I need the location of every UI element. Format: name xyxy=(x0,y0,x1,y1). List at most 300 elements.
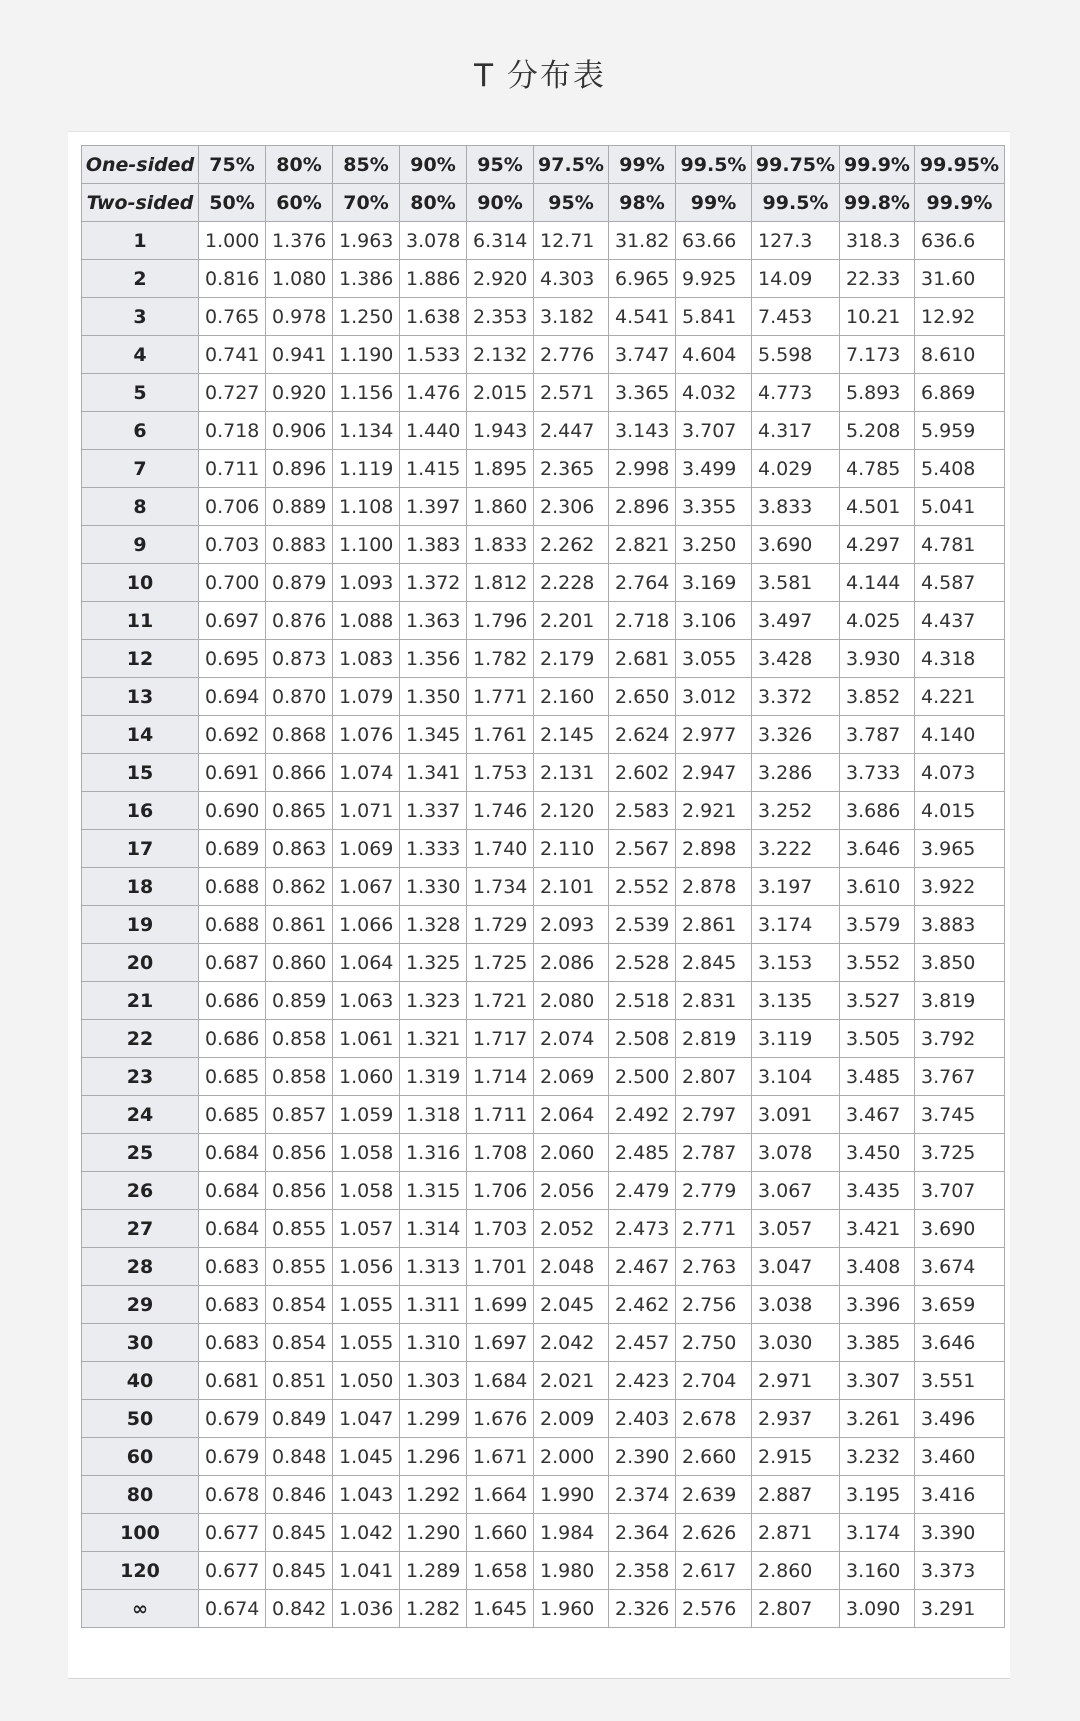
critical-value-cell: 3.883 xyxy=(915,906,1005,944)
critical-value-cell: 3.690 xyxy=(915,1210,1005,1248)
critical-value-cell: 1.060 xyxy=(333,1058,400,1096)
critical-value-cell: 4.604 xyxy=(676,336,752,374)
df-cell: 8 xyxy=(82,488,199,526)
critical-value-cell: 0.689 xyxy=(199,830,266,868)
critical-value-cell: 2.064 xyxy=(534,1096,609,1134)
critical-value-cell: 1.041 xyxy=(333,1552,400,1590)
critical-value-cell: 1.299 xyxy=(400,1400,467,1438)
critical-value-cell: 2.660 xyxy=(676,1438,752,1476)
critical-value-cell: 3.579 xyxy=(840,906,915,944)
critical-value-cell: 3.467 xyxy=(840,1096,915,1134)
table-row xyxy=(82,982,1005,1020)
df-cell: 40 xyxy=(82,1362,199,1400)
df-cell: 29 xyxy=(82,1286,199,1324)
critical-value-cell: 1.337 xyxy=(400,792,467,830)
critical-value-cell: 4.015 xyxy=(915,792,1005,830)
table-row xyxy=(82,374,1005,412)
critical-value-cell: 1.746 xyxy=(467,792,534,830)
table-row xyxy=(82,564,1005,602)
header-percent-cell: 80% xyxy=(266,146,333,184)
critical-value-cell: 2.920 xyxy=(467,260,534,298)
critical-value-cell: 2.374 xyxy=(609,1476,676,1514)
header-percent-cell: 99.75% xyxy=(752,146,840,184)
critical-value-cell: 3.174 xyxy=(840,1514,915,1552)
critical-value-cell: 1.000 xyxy=(199,222,266,260)
critical-value-cell: 1.833 xyxy=(467,526,534,564)
df-cell: 11 xyxy=(82,602,199,640)
table-card xyxy=(68,131,1010,1679)
critical-value-cell: 1.289 xyxy=(400,1552,467,1590)
table-row xyxy=(82,868,1005,906)
critical-value-cell: 7.453 xyxy=(752,298,840,336)
critical-value-cell: 3.852 xyxy=(840,678,915,716)
critical-value-cell: 5.841 xyxy=(676,298,752,336)
critical-value-cell: 4.303 xyxy=(534,260,609,298)
critical-value-cell: 1.717 xyxy=(467,1020,534,1058)
header-percent-cell: 98% xyxy=(609,184,676,222)
critical-value-cell: 3.195 xyxy=(840,1476,915,1514)
header-percent-cell: 99.8% xyxy=(840,184,915,222)
critical-value-cell: 3.261 xyxy=(840,1400,915,1438)
critical-value-cell: 3.767 xyxy=(915,1058,1005,1096)
critical-value-cell: 0.845 xyxy=(266,1514,333,1552)
critical-value-cell: 0.685 xyxy=(199,1058,266,1096)
critical-value-cell: 3.286 xyxy=(752,754,840,792)
table-row xyxy=(82,754,1005,792)
critical-value-cell: 0.868 xyxy=(266,716,333,754)
critical-value-cell: 31.82 xyxy=(609,222,676,260)
critical-value-cell: 3.197 xyxy=(752,868,840,906)
critical-value-cell: 0.718 xyxy=(199,412,266,450)
critical-value-cell: 3.485 xyxy=(840,1058,915,1096)
critical-value-cell: 2.015 xyxy=(467,374,534,412)
critical-value-cell: 2.787 xyxy=(676,1134,752,1172)
critical-value-cell: 0.859 xyxy=(266,982,333,1020)
header-percent-cell: 99.5% xyxy=(752,184,840,222)
df-cell: 2 xyxy=(82,260,199,298)
critical-value-cell: 2.110 xyxy=(534,830,609,868)
critical-value-cell: 0.684 xyxy=(199,1172,266,1210)
critical-value-cell: 2.819 xyxy=(676,1020,752,1058)
header-percent-cell: 75% xyxy=(199,146,266,184)
critical-value-cell: 3.787 xyxy=(840,716,915,754)
table-row xyxy=(82,412,1005,450)
critical-value-cell: 3.222 xyxy=(752,830,840,868)
critical-value-cell: 2.779 xyxy=(676,1172,752,1210)
critical-value-cell: 3.450 xyxy=(840,1134,915,1172)
critical-value-cell: 2.998 xyxy=(609,450,676,488)
critical-value-cell: 1.980 xyxy=(534,1552,609,1590)
critical-value-cell: 0.855 xyxy=(266,1210,333,1248)
header-percent-cell: 97.5% xyxy=(534,146,609,184)
critical-value-cell: 2.764 xyxy=(609,564,676,602)
critical-value-cell: 6.965 xyxy=(609,260,676,298)
critical-value-cell: 0.862 xyxy=(266,868,333,906)
df-cell: 5 xyxy=(82,374,199,412)
df-cell: 25 xyxy=(82,1134,199,1172)
critical-value-cell: 2.358 xyxy=(609,1552,676,1590)
critical-value-cell: 3.135 xyxy=(752,982,840,1020)
header-percent-cell: 99.95% xyxy=(915,146,1005,184)
df-cell: 12 xyxy=(82,640,199,678)
critical-value-cell: 1.036 xyxy=(333,1590,400,1628)
critical-value-cell: 2.457 xyxy=(609,1324,676,1362)
critical-value-cell: 2.898 xyxy=(676,830,752,868)
critical-value-cell: 3.143 xyxy=(609,412,676,450)
critical-value-cell: 4.541 xyxy=(609,298,676,336)
critical-value-cell: 4.140 xyxy=(915,716,1005,754)
critical-value-cell: 1.676 xyxy=(467,1400,534,1438)
critical-value-cell: 2.048 xyxy=(534,1248,609,1286)
critical-value-cell: 1.363 xyxy=(400,602,467,640)
critical-value-cell: 3.421 xyxy=(840,1210,915,1248)
critical-value-cell: 1.701 xyxy=(467,1248,534,1286)
critical-value-cell: 2.861 xyxy=(676,906,752,944)
critical-value-cell: 2.617 xyxy=(676,1552,752,1590)
critical-value-cell: 1.088 xyxy=(333,602,400,640)
header-percent-cell: 99.5% xyxy=(676,146,752,184)
df-cell: 9 xyxy=(82,526,199,564)
critical-value-cell: 1.119 xyxy=(333,450,400,488)
table-row xyxy=(82,336,1005,374)
critical-value-cell: 1.796 xyxy=(467,602,534,640)
table-row xyxy=(82,1552,1005,1590)
critical-value-cell: 1.729 xyxy=(467,906,534,944)
df-cell: 4 xyxy=(82,336,199,374)
table-row xyxy=(82,1134,1005,1172)
critical-value-cell: 1.660 xyxy=(467,1514,534,1552)
critical-value-cell: 1.314 xyxy=(400,1210,467,1248)
critical-value-cell: 0.685 xyxy=(199,1096,266,1134)
critical-value-cell: 3.581 xyxy=(752,564,840,602)
df-cell: 23 xyxy=(82,1058,199,1096)
df-cell: 16 xyxy=(82,792,199,830)
critical-value-cell: 0.686 xyxy=(199,982,266,1020)
table-row xyxy=(82,1514,1005,1552)
critical-value-cell: 1.440 xyxy=(400,412,467,450)
critical-value-cell: 1.058 xyxy=(333,1172,400,1210)
critical-value-cell: 3.435 xyxy=(840,1172,915,1210)
critical-value-cell: 0.700 xyxy=(199,564,266,602)
critical-value-cell: 2.567 xyxy=(609,830,676,868)
critical-value-cell: 2.807 xyxy=(752,1590,840,1628)
header-percent-cell: 80% xyxy=(400,184,467,222)
critical-value-cell: 2.871 xyxy=(752,1514,840,1552)
critical-value-cell: 1.069 xyxy=(333,830,400,868)
critical-value-cell: 2.771 xyxy=(676,1210,752,1248)
critical-value-cell: 1.886 xyxy=(400,260,467,298)
critical-value-cell: 1.895 xyxy=(467,450,534,488)
critical-value-cell: 318.3 xyxy=(840,222,915,260)
critical-value-cell: 0.858 xyxy=(266,1020,333,1058)
header-percent-cell: 70% xyxy=(333,184,400,222)
critical-value-cell: 5.041 xyxy=(915,488,1005,526)
critical-value-cell: 2.069 xyxy=(534,1058,609,1096)
critical-value-cell: 1.984 xyxy=(534,1514,609,1552)
critical-value-cell: 3.725 xyxy=(915,1134,1005,1172)
critical-value-cell: 1.943 xyxy=(467,412,534,450)
critical-value-cell: 2.508 xyxy=(609,1020,676,1058)
critical-value-cell: 0.741 xyxy=(199,336,266,374)
critical-value-cell: 3.153 xyxy=(752,944,840,982)
critical-value-cell: 2.845 xyxy=(676,944,752,982)
table-row xyxy=(82,1172,1005,1210)
critical-value-cell: 2.042 xyxy=(534,1324,609,1362)
critical-value-cell: 1.990 xyxy=(534,1476,609,1514)
critical-value-cell: 3.833 xyxy=(752,488,840,526)
critical-value-cell: 0.861 xyxy=(266,906,333,944)
table-row xyxy=(82,298,1005,336)
critical-value-cell: 1.100 xyxy=(333,526,400,564)
df-cell: 60 xyxy=(82,1438,199,1476)
critical-value-cell: 2.500 xyxy=(609,1058,676,1096)
critical-value-cell: 5.959 xyxy=(915,412,1005,450)
table-row xyxy=(82,1400,1005,1438)
critical-value-cell: 4.785 xyxy=(840,450,915,488)
critical-value-cell: 1.318 xyxy=(400,1096,467,1134)
df-cell: 26 xyxy=(82,1172,199,1210)
critical-value-cell: 3.119 xyxy=(752,1020,840,1058)
table-row xyxy=(82,1286,1005,1324)
critical-value-cell: 5.208 xyxy=(840,412,915,450)
critical-value-cell: 1.721 xyxy=(467,982,534,1020)
critical-value-cell: 0.863 xyxy=(266,830,333,868)
critical-value-cell: 3.291 xyxy=(915,1590,1005,1628)
critical-value-cell: 2.201 xyxy=(534,602,609,640)
critical-value-cell: 1.350 xyxy=(400,678,467,716)
critical-value-cell: 6.869 xyxy=(915,374,1005,412)
critical-value-cell: 2.326 xyxy=(609,1590,676,1628)
critical-value-cell: 0.683 xyxy=(199,1324,266,1362)
critical-value-cell: 3.038 xyxy=(752,1286,840,1324)
header-percent-cell: 99.9% xyxy=(915,184,1005,222)
critical-value-cell: 636.6 xyxy=(915,222,1005,260)
critical-value-cell: 3.551 xyxy=(915,1362,1005,1400)
critical-value-cell: 2.353 xyxy=(467,298,534,336)
critical-value-cell: 4.501 xyxy=(840,488,915,526)
critical-value-cell: 2.056 xyxy=(534,1172,609,1210)
critical-value-cell: 3.030 xyxy=(752,1324,840,1362)
critical-value-cell: 1.671 xyxy=(467,1438,534,1476)
table-row xyxy=(82,1438,1005,1476)
critical-value-cell: 2.977 xyxy=(676,716,752,754)
critical-value-cell: 3.733 xyxy=(840,754,915,792)
critical-value-cell: 0.845 xyxy=(266,1552,333,1590)
critical-value-cell: 3.674 xyxy=(915,1248,1005,1286)
critical-value-cell: 1.645 xyxy=(467,1590,534,1628)
critical-value-cell: 0.906 xyxy=(266,412,333,450)
critical-value-cell: 3.499 xyxy=(676,450,752,488)
critical-value-cell: 1.083 xyxy=(333,640,400,678)
critical-value-cell: 0.858 xyxy=(266,1058,333,1096)
critical-value-cell: 4.587 xyxy=(915,564,1005,602)
critical-value-cell: 0.691 xyxy=(199,754,266,792)
critical-value-cell: 1.812 xyxy=(467,564,534,602)
critical-value-cell: 63.66 xyxy=(676,222,752,260)
critical-value-cell: 2.915 xyxy=(752,1438,840,1476)
header-percent-cell: 90% xyxy=(467,184,534,222)
critical-value-cell: 2.306 xyxy=(534,488,609,526)
critical-value-cell: 2.878 xyxy=(676,868,752,906)
critical-value-cell: 0.688 xyxy=(199,868,266,906)
critical-value-cell: 1.093 xyxy=(333,564,400,602)
critical-value-cell: 0.866 xyxy=(266,754,333,792)
critical-value-cell: 2.896 xyxy=(609,488,676,526)
critical-value-cell: 2.921 xyxy=(676,792,752,830)
critical-value-cell: 3.460 xyxy=(915,1438,1005,1476)
critical-value-cell: 2.462 xyxy=(609,1286,676,1324)
critical-value-cell: 1.059 xyxy=(333,1096,400,1134)
df-cell: 15 xyxy=(82,754,199,792)
critical-value-cell: 0.856 xyxy=(266,1172,333,1210)
critical-value-cell: 1.071 xyxy=(333,792,400,830)
critical-value-cell: 2.403 xyxy=(609,1400,676,1438)
critical-value-cell: 1.079 xyxy=(333,678,400,716)
df-cell: 1 xyxy=(82,222,199,260)
critical-value-cell: 2.052 xyxy=(534,1210,609,1248)
critical-value-cell: 0.889 xyxy=(266,488,333,526)
critical-value-cell: 1.067 xyxy=(333,868,400,906)
table-row xyxy=(82,1020,1005,1058)
header-row-label: Two-sided xyxy=(82,184,199,222)
critical-value-cell: 2.624 xyxy=(609,716,676,754)
critical-value-cell: 22.33 xyxy=(840,260,915,298)
critical-value-cell: 2.887 xyxy=(752,1476,840,1514)
critical-value-cell: 3.396 xyxy=(840,1286,915,1324)
critical-value-cell: 1.684 xyxy=(467,1362,534,1400)
critical-value-cell: 0.849 xyxy=(266,1400,333,1438)
critical-value-cell: 1.658 xyxy=(467,1552,534,1590)
critical-value-cell: 3.373 xyxy=(915,1552,1005,1590)
critical-value-cell: 0.686 xyxy=(199,1020,266,1058)
table-row xyxy=(82,1362,1005,1400)
critical-value-cell: 3.169 xyxy=(676,564,752,602)
critical-value-cell: 2.860 xyxy=(752,1552,840,1590)
table-row xyxy=(82,640,1005,678)
critical-value-cell: 1.296 xyxy=(400,1438,467,1476)
critical-value-cell: 2.479 xyxy=(609,1172,676,1210)
critical-value-cell: 3.850 xyxy=(915,944,1005,982)
critical-value-cell: 2.518 xyxy=(609,982,676,1020)
critical-value-cell: 1.066 xyxy=(333,906,400,944)
critical-value-cell: 1.055 xyxy=(333,1286,400,1324)
critical-value-cell: 2.937 xyxy=(752,1400,840,1438)
critical-value-cell: 3.232 xyxy=(840,1438,915,1476)
critical-value-cell: 3.527 xyxy=(840,982,915,1020)
table-row xyxy=(82,260,1005,298)
df-cell: ∞ xyxy=(82,1590,199,1628)
critical-value-cell: 0.684 xyxy=(199,1210,266,1248)
critical-value-cell: 3.965 xyxy=(915,830,1005,868)
critical-value-cell: 0.870 xyxy=(266,678,333,716)
header-percent-cell: 50% xyxy=(199,184,266,222)
critical-value-cell: 3.416 xyxy=(915,1476,1005,1514)
critical-value-cell: 0.681 xyxy=(199,1362,266,1400)
critical-value-cell: 0.879 xyxy=(266,564,333,602)
critical-value-cell: 0.684 xyxy=(199,1134,266,1172)
table-row xyxy=(82,944,1005,982)
critical-value-cell: 0.679 xyxy=(199,1438,266,1476)
critical-value-cell: 2.583 xyxy=(609,792,676,830)
table-row xyxy=(82,678,1005,716)
critical-value-cell: 1.313 xyxy=(400,1248,467,1286)
critical-value-cell: 1.697 xyxy=(467,1324,534,1362)
critical-value-cell: 1.699 xyxy=(467,1286,534,1324)
critical-value-cell: 2.145 xyxy=(534,716,609,754)
critical-value-cell: 4.781 xyxy=(915,526,1005,564)
critical-value-cell: 3.385 xyxy=(840,1324,915,1362)
critical-value-cell: 2.060 xyxy=(534,1134,609,1172)
page-title: T 分布表 xyxy=(474,58,606,94)
critical-value-cell: 3.012 xyxy=(676,678,752,716)
critical-value-cell: 0.896 xyxy=(266,450,333,488)
critical-value-cell: 3.408 xyxy=(840,1248,915,1286)
critical-value-cell: 2.080 xyxy=(534,982,609,1020)
critical-value-cell: 2.365 xyxy=(534,450,609,488)
critical-value-cell: 0.674 xyxy=(199,1590,266,1628)
critical-value-cell: 3.307 xyxy=(840,1362,915,1400)
critical-value-cell: 4.073 xyxy=(915,754,1005,792)
critical-value-cell: 1.323 xyxy=(400,982,467,1020)
critical-value-cell: 3.428 xyxy=(752,640,840,678)
critical-value-cell: 0.854 xyxy=(266,1286,333,1324)
table-row xyxy=(82,602,1005,640)
df-cell: 14 xyxy=(82,716,199,754)
critical-value-cell: 9.925 xyxy=(676,260,752,298)
critical-value-cell: 31.60 xyxy=(915,260,1005,298)
critical-value-cell: 0.697 xyxy=(199,602,266,640)
critical-value-cell: 1.415 xyxy=(400,450,467,488)
critical-value-cell: 0.677 xyxy=(199,1514,266,1552)
critical-value-cell: 0.711 xyxy=(199,450,266,488)
critical-value-cell: 2.821 xyxy=(609,526,676,564)
t-distribution-table xyxy=(81,145,1005,1628)
critical-value-cell: 0.865 xyxy=(266,792,333,830)
critical-value-cell: 3.047 xyxy=(752,1248,840,1286)
critical-value-cell: 1.057 xyxy=(333,1210,400,1248)
critical-value-cell: 1.156 xyxy=(333,374,400,412)
critical-value-cell: 3.745 xyxy=(915,1096,1005,1134)
critical-value-cell: 3.930 xyxy=(840,640,915,678)
df-cell: 6 xyxy=(82,412,199,450)
critical-value-cell: 1.050 xyxy=(333,1362,400,1400)
critical-value-cell: 3.104 xyxy=(752,1058,840,1096)
table-body xyxy=(82,146,1005,1628)
df-cell: 10 xyxy=(82,564,199,602)
critical-value-cell: 3.160 xyxy=(840,1552,915,1590)
critical-value-cell: 7.173 xyxy=(840,336,915,374)
critical-value-cell: 3.819 xyxy=(915,982,1005,1020)
critical-value-cell: 0.920 xyxy=(266,374,333,412)
critical-value-cell: 2.552 xyxy=(609,868,676,906)
critical-value-cell: 0.848 xyxy=(266,1438,333,1476)
critical-value-cell: 3.078 xyxy=(400,222,467,260)
critical-value-cell: 4.221 xyxy=(915,678,1005,716)
critical-value-cell: 4.317 xyxy=(752,412,840,450)
critical-value-cell: 1.064 xyxy=(333,944,400,982)
critical-value-cell: 1.753 xyxy=(467,754,534,792)
critical-value-cell: 12.71 xyxy=(534,222,609,260)
df-cell: 100 xyxy=(82,1514,199,1552)
critical-value-cell: 2.626 xyxy=(676,1514,752,1552)
critical-value-cell: 1.771 xyxy=(467,678,534,716)
critical-value-cell: 0.706 xyxy=(199,488,266,526)
critical-value-cell: 2.602 xyxy=(609,754,676,792)
critical-value-cell: 0.703 xyxy=(199,526,266,564)
critical-value-cell: 0.842 xyxy=(266,1590,333,1628)
critical-value-cell: 4.437 xyxy=(915,602,1005,640)
critical-value-cell: 1.782 xyxy=(467,640,534,678)
